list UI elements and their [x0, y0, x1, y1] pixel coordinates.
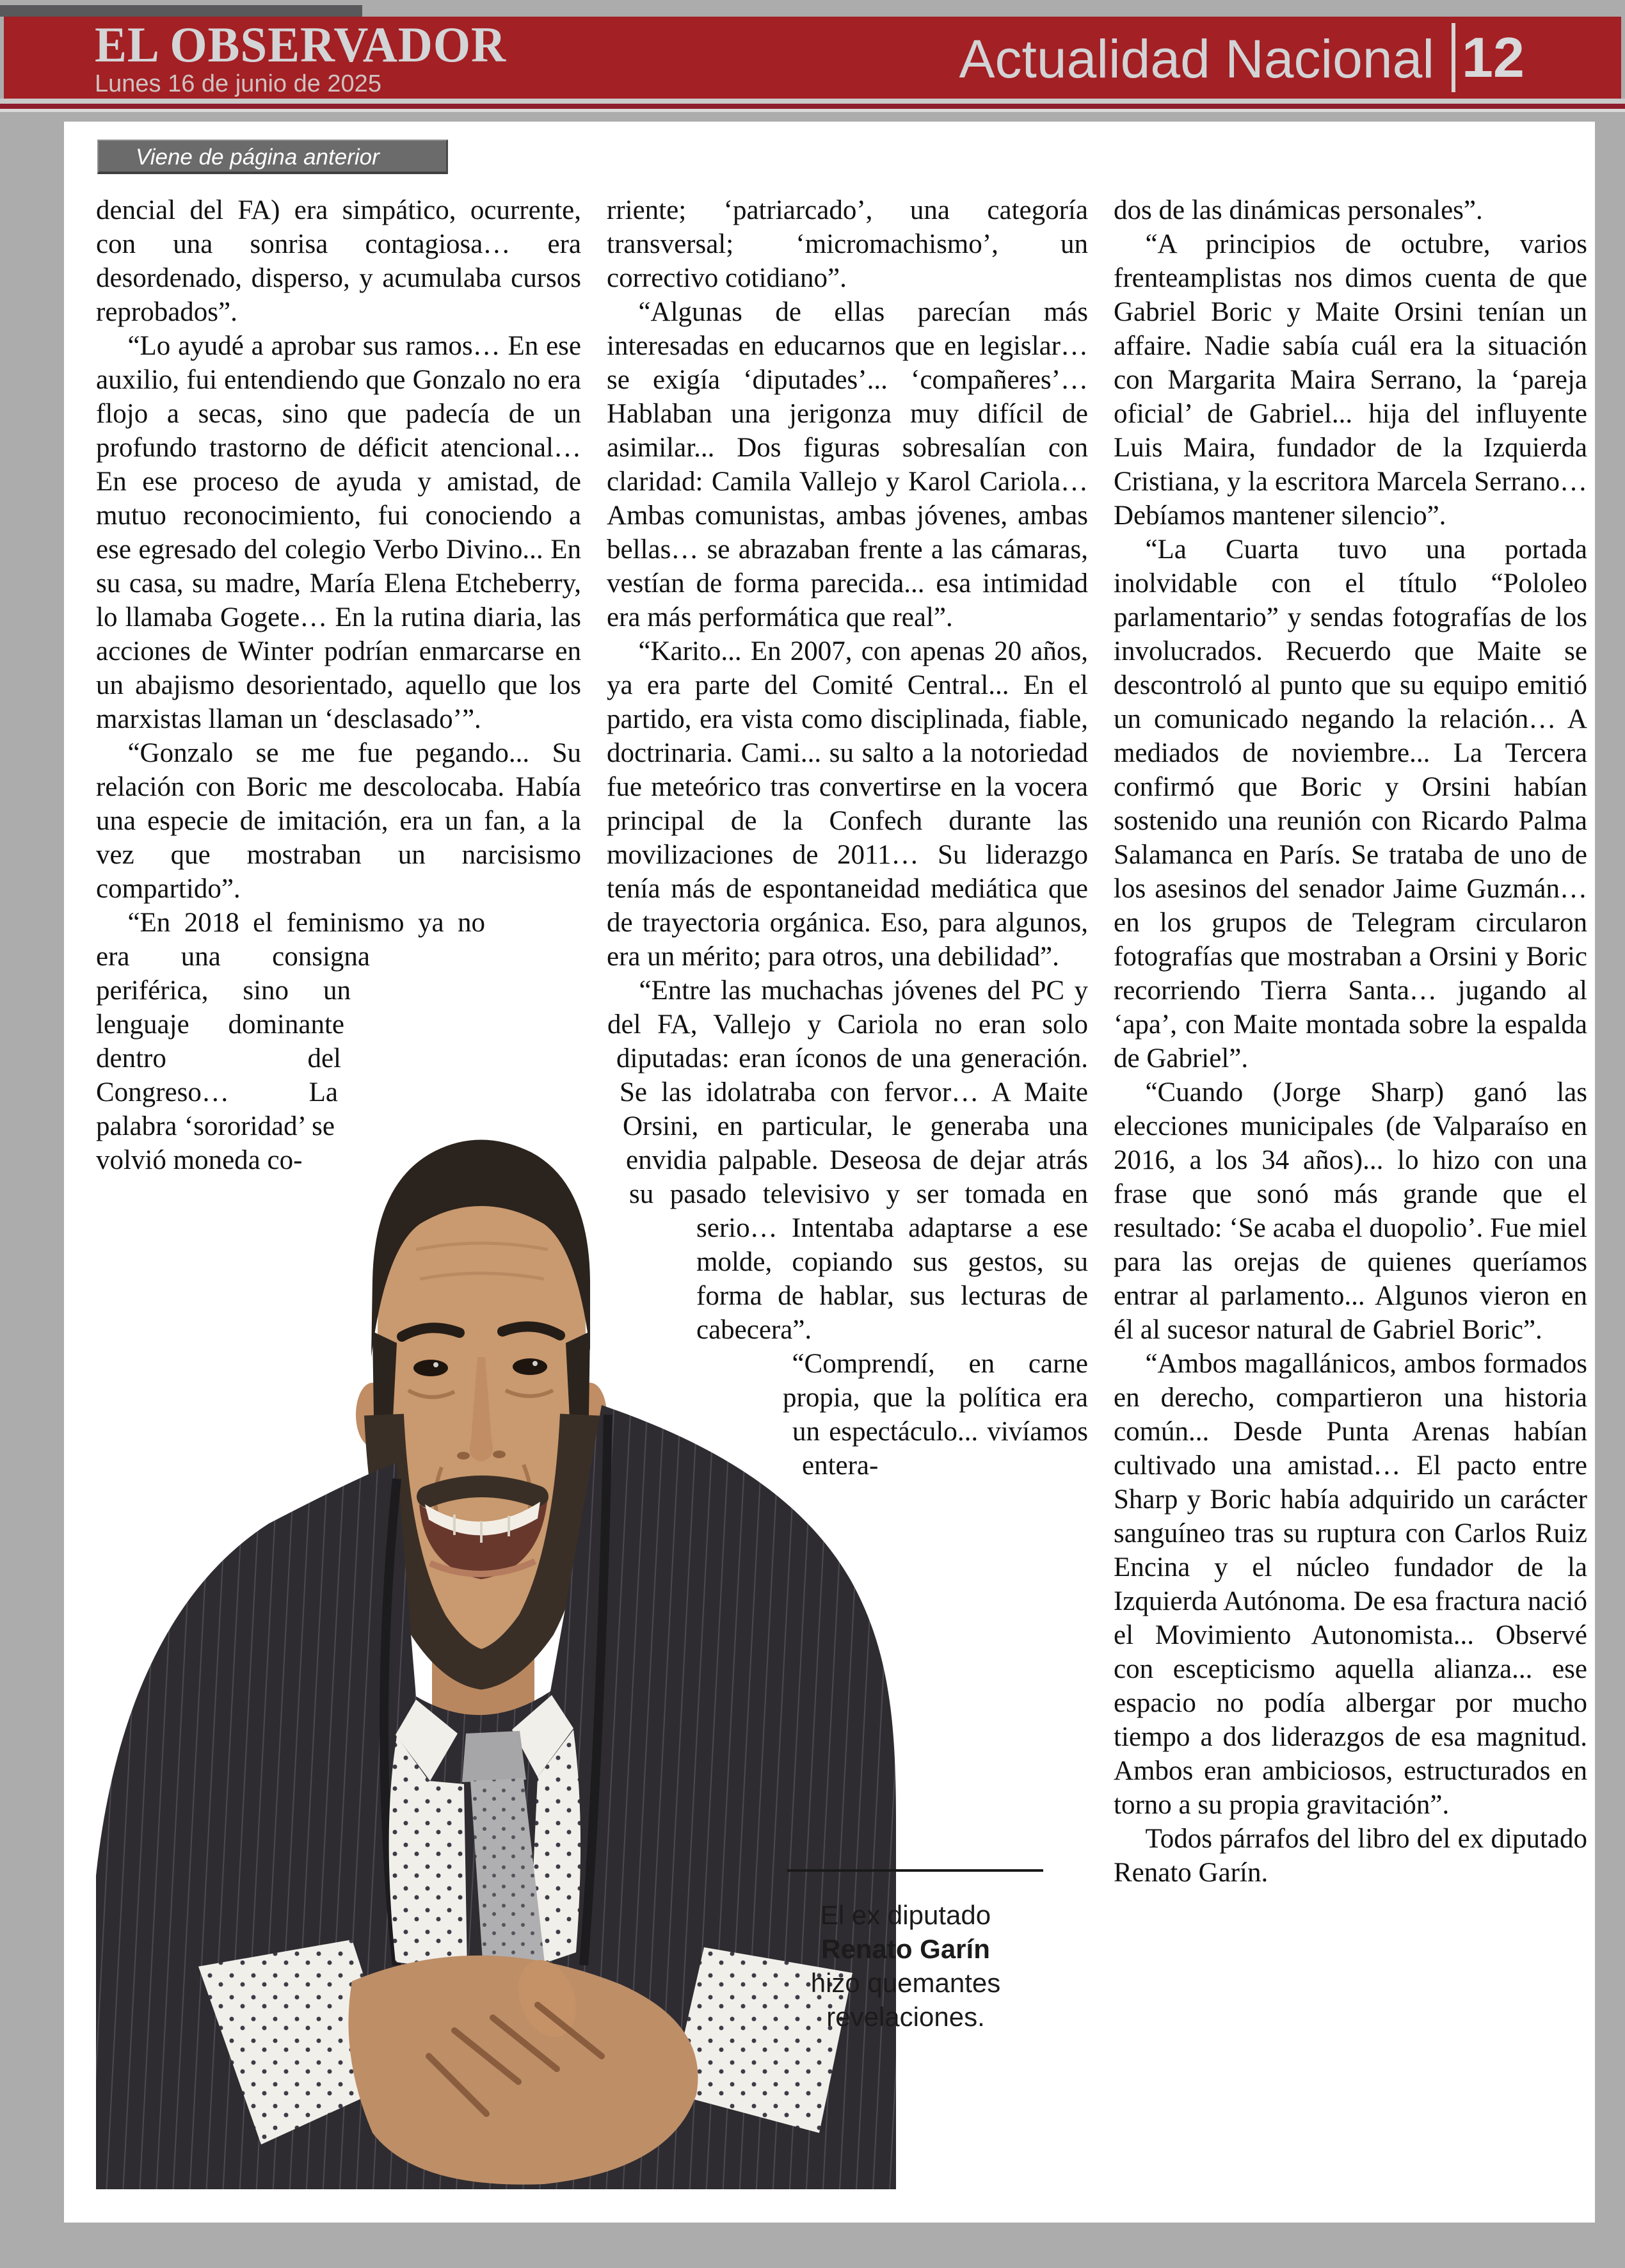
paragraph: “La Cuarta tuvo una portada inolvidable con el título “Pololeo parlamentario” y sendas fotografías de los involucrados. Recuerdo que Maite se descontroló al punto que su equipo emitió un comunicado negando la relación… A mediados de noviembre... La Tercera confirmó que Boric y Orsini habían sostenido una reunión con Ricardo Palma Salamanca en París. Se trataba de uno de los asesinos del senador Jaime Guzmán… en los grupos de Telegram circularon fotografías que mostraban a Orsini y Boric recorriendo Tierra Santa… jugando al ‘apa’, con Maite montada sobre la espalda de Gabriel”.: [1114, 535, 1587, 1074]
caption-rule: [787, 1869, 1043, 1872]
divider-stripe-light-2: [0, 109, 1625, 112]
divider-stripe-light: [0, 99, 1625, 104]
photo-wrap-spacer: [351, 974, 581, 1008]
caption-text: El ex diputado: [820, 1900, 991, 1930]
paragraph: “Lo ayudé a aprobar sus ramos… En ese auxilio, fui entendiendo que Gonzalo no era flojo a secas, sino que padecía de un profundo trastorno de déficit atencional… En ese proceso de ayuda y amistad, de mutuo reconocimiento, fui conociendo a ese egresado del colegio Verbo Divino... En su casa, su madre, María Elena Etcheberry, lo llamaba Gogete… En la rutina diaria, las acciones de Winter podrían enmarcarse en un abajismo desorientado, aquello que los marxistas llaman un ‘desclasado’”.: [96, 331, 581, 734]
article-column-3: [1114, 193, 1587, 2210]
paragraph: “Comprendí, en carne propia, que la política era un espectáculo... vivíamos entera-: [783, 1349, 1088, 1481]
edition-date: Lunes 16 de junio de 2025: [95, 70, 381, 97]
paragraph: “Ambos magallánicos, ambos formados en derecho, compartieron una historia común... Desde Punta Arenas habían cultivado una amistad… El pacto entre Sharp y Boric había adquirido un carácter sanguíneo tras su ruptura con Carlos Ruiz Encina y el núcleo fundador de la Izquierda Autónoma. De esa fractura nació el Movimiento Autonomista... Observé con escepticismo aquella alianza... ese espacio no podía albergar por mucho tiempo a dos liderazgos de esa magnitud. Ambos eran ambiciosos, estructurados en torno a su propia gravitación”.: [1114, 1349, 1587, 1820]
header-corner-block: [0, 5, 362, 17]
photo-wrap-spacer: [370, 940, 581, 974]
photo-wrap-spacer: [344, 1008, 581, 1042]
paragraph: dos de las dinámicas personales”.: [1114, 195, 1483, 225]
paragraph: rriente; ‘patriarcado’, una categoría transversal; ‘micromachismo’, un correctivo cotidiano”.: [607, 195, 1088, 293]
paragraph: “Algunas de ellas parecían más interesadas en educarnos que en legislar… se exigía ‘diputades’... ‘compañeres’… Hablaban una jerigonza muy difícil de asimilar... Dos figuras sobresalían con claridad: Camila Vallejo y Karol Cariola… Ambas comunistas, ambas jóvenes, ambas bellas… se abrazaban frente a las cámaras, vestían de forma parecida... esa intimidad era más performática que real”.: [607, 297, 1088, 632]
photo-wrap-spacer: [485, 906, 581, 940]
paragraph: “En 2018 el feminismo ya no era una consigna periférica, sino un lenguaje dominante dentro del Congreso… La palabra ‘sororidad’ se volvió moneda co-: [96, 908, 485, 1175]
caption-text: hizo quemantes revelaciones.: [810, 1968, 1001, 2032]
paragraph: “Gonzalo se me fue pegando... Su relación con Boric me descolocaba. Había una especie de imitación, era un fan, a la vez que mostraban un narcisismo compartido”.: [96, 738, 581, 904]
section-title: Actualidad Nacional: [959, 29, 1434, 89]
paragraph: “Cuando (Jorge Sharp) ganó las elecciones municipales (de Valparaíso en 2016, a los 34 años)... lo hizo con una frase que sonó más grande que el resultado: ‘Se acaba el duopolio’. Fue miel para las orejas de quienes queríamos entrar al parlamento... Algunos vieron en él al sucesor natural de Gabriel Boric”.: [1114, 1077, 1587, 1345]
paragraph: dencial del FA) era simpático, ocurrente, con una sonrisa contagiosa… era desordenado, disperso, y acumulaba cursos reprobados”.: [96, 195, 581, 327]
header-banner: [4, 17, 1621, 99]
paragraph: “Karito... En 2007, con apenas 20 años, ya era parte del Comité Central... En el partido, era vista como disciplinada, fiable, doctrinaria. Cami... su salto a la notoriedad fue meteórico tras convertirse en la vocera principal de la Confech durante las movilizaciones de 2011… Su liderazgo tenía más de espontaneidad mediática que de trayectoria orgánica. Eso, para algunos, era un mérito; para otros, una debilidad”.: [607, 636, 1088, 972]
portrait-photo: [96, 1056, 896, 2189]
continuation-tag: Viene de página anterior: [97, 140, 448, 174]
photo-caption: [797, 1898, 1014, 2034]
article-page: [64, 122, 1595, 2223]
paragraph: “A principios de octubre, varios frenteamplistas nos dimos cuenta de que Gabriel Boric y Maite Orsini tenían un affaire. Nadie sabía cuál era la situación con Margarita Maira Serrano, la ‘pareja oficial’ de Gabriel... hija del influyente Luis Maira, fundador de la Izquierda Cristiana, y la escritora Marcela Serrano… Debíamos mantener silencio”.: [1114, 229, 1587, 531]
divider-stripe-maroon: [0, 104, 1625, 109]
newspaper-name: EL OBSERVADOR: [95, 17, 507, 72]
caption-subject-name: Renato Garín: [821, 1934, 990, 1964]
masthead: [95, 19, 524, 97]
banner-divider: [1452, 23, 1455, 92]
page-number: 12: [1462, 26, 1525, 89]
paragraph: Todos párrafos del libro del ex diputado Renato Garín.: [1114, 1824, 1587, 1888]
paragraph: “Entre las muchachas jóvenes del PC y del FA, Vallejo y Cariola no eran solo diputadas: eran íconos de una generación. Se las idolatraba con fervor… A Maite Orsini, en particular, le generaba una envidia palpable. Deseosa de dejar atrás su pasado televisivo y ser tomada en serio… Intentaba adaptarse a ese molde, copiando sus gestos, su forma de hablar, sus lecturas de cabecera”.: [607, 976, 1088, 1345]
